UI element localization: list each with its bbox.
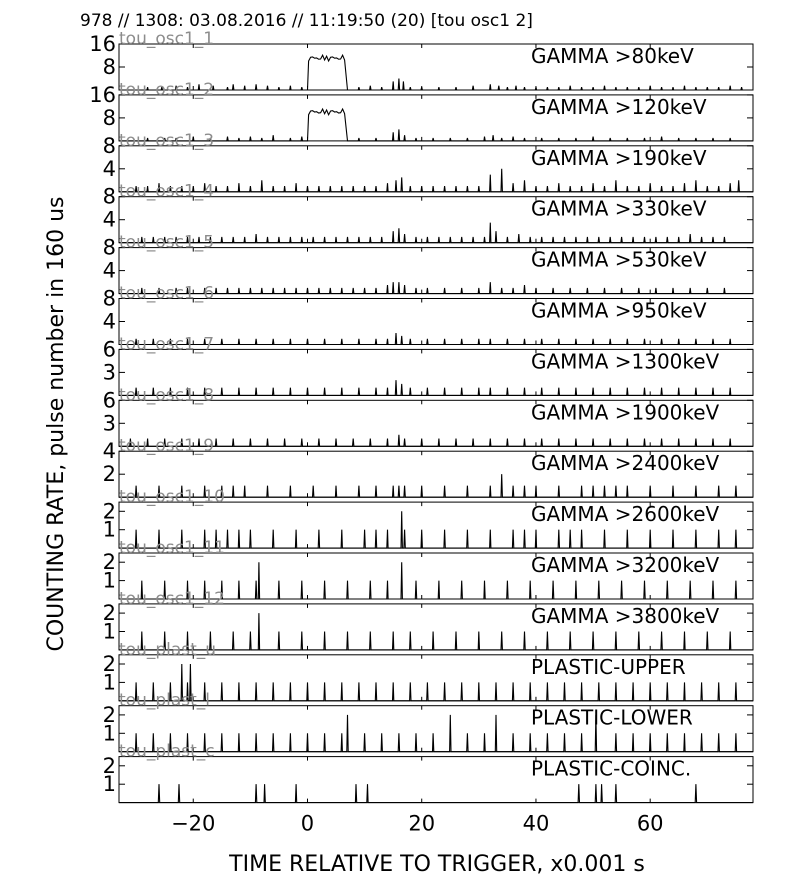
- series-line: [119, 223, 753, 243]
- x-tick-label: 60: [636, 811, 664, 836]
- channel-label: tou_osc1_12: [119, 588, 225, 609]
- panel-label: GAMMA >190keV: [531, 145, 707, 170]
- panel-label: GAMMA >3200keV: [531, 553, 720, 577]
- y-axis-label: COUNTING RATE, pulse number in 160 us: [44, 196, 69, 652]
- y-tick-label: 4: [102, 207, 116, 232]
- y-tick-label: 16: [89, 82, 116, 107]
- y-tick-label: 1: [102, 517, 116, 542]
- channel-label: tou_plast_c: [119, 741, 215, 762]
- series-line: [119, 784, 753, 802]
- y-tick-label: 2: [102, 652, 116, 676]
- panel-label: GAMMA >80keV: [531, 44, 694, 68]
- series-line: [119, 435, 753, 447]
- y-tick-label: 2: [102, 753, 116, 778]
- panel-14: [103, 742, 753, 803]
- channel-label: tou_osc1_1: [119, 29, 215, 49]
- channel-label: tou_osc1_3: [119, 130, 215, 151]
- y-tick-label: 1: [102, 670, 116, 695]
- x-axis-label: TIME RELATIVE TO TRIGGER, x0.001 s: [229, 852, 645, 877]
- series-line: [119, 282, 753, 294]
- y-tick-label: 16: [89, 32, 116, 56]
- channel-label: tou_osc1_8: [119, 385, 215, 406]
- y-tick-label: 8: [102, 235, 116, 260]
- series-line: [119, 169, 753, 192]
- y-tick-label: 1: [102, 568, 116, 593]
- y-tick-label: 2: [102, 550, 116, 575]
- panels-group: [89, 29, 753, 803]
- y-tick-label: 1: [102, 619, 116, 644]
- chart-title: 978 // 1308: 03.08.2016 // 11:19:50 (20) [tou osc1 2]: [80, 11, 533, 31]
- channel-label: tou_osc1_2: [119, 79, 215, 100]
- panel-label: GAMMA >2600keV: [531, 502, 720, 527]
- y-tick-label: 6: [102, 337, 116, 362]
- panel-label: GAMMA >1300keV: [531, 349, 720, 374]
- y-tick-label: 8: [102, 105, 116, 130]
- panel-label: GAMMA >1900keV: [531, 400, 720, 425]
- series-line: [119, 380, 753, 395]
- channel-label: tou_osc1_11: [119, 538, 225, 558]
- y-tick-label: 4: [102, 309, 116, 334]
- y-tick-label: 2: [102, 499, 116, 524]
- y-tick-label: 6: [102, 388, 116, 413]
- channel-label: tou_osc1_10: [119, 487, 225, 508]
- channel-label: tou_osc1_9: [119, 436, 215, 457]
- y-tick-label: 8: [102, 184, 116, 209]
- channel-label: tou_osc1_4: [119, 181, 215, 202]
- panel-label: GAMMA >2400keV: [531, 451, 720, 476]
- panel-label: PLASTIC-COINC.: [531, 756, 692, 781]
- y-tick-label: 8: [102, 55, 116, 79]
- channel-label: tou_osc1_6: [119, 283, 215, 304]
- y-tick-label: 3: [102, 360, 116, 385]
- y-tick-label: 4: [102, 156, 116, 181]
- y-tick-label: 4: [102, 258, 116, 283]
- x-tick-label: 20: [408, 811, 436, 836]
- channel-label: tou_plast_u: [119, 639, 217, 660]
- y-tick-label: 1: [102, 721, 116, 746]
- panel-label: PLASTIC-UPPER: [531, 654, 686, 679]
- series-line: [119, 333, 753, 345]
- x-tick-label: −20: [171, 811, 216, 836]
- panel-label: PLASTIC-LOWER: [531, 705, 693, 730]
- panel-label: GAMMA >950keV: [531, 298, 707, 323]
- panel-label: GAMMA >530keV: [531, 247, 707, 272]
- y-tick-label: 2: [102, 601, 116, 626]
- y-tick-label: 8: [102, 286, 116, 311]
- y-tick-label: 2: [102, 462, 116, 487]
- channel-label: tou_osc1_5: [119, 232, 215, 253]
- channel-label: tou_osc1_7: [119, 334, 215, 355]
- y-tick-label: 2: [102, 702, 116, 727]
- y-tick-label: 3: [102, 411, 116, 436]
- y-tick-label: 4: [102, 439, 116, 464]
- panel-label: GAMMA >330keV: [531, 196, 707, 221]
- panel-label: GAMMA >3800keV: [531, 603, 720, 628]
- panel-label: GAMMA >120keV: [531, 94, 707, 119]
- y-tick-label: 8: [102, 133, 116, 158]
- x-tick-label: 0: [300, 811, 315, 836]
- y-tick-label: 1: [102, 772, 116, 797]
- channel-label: tou_plast_l: [119, 690, 211, 711]
- x-tick-label: 40: [522, 811, 550, 836]
- x-ticks-group: [171, 812, 663, 836]
